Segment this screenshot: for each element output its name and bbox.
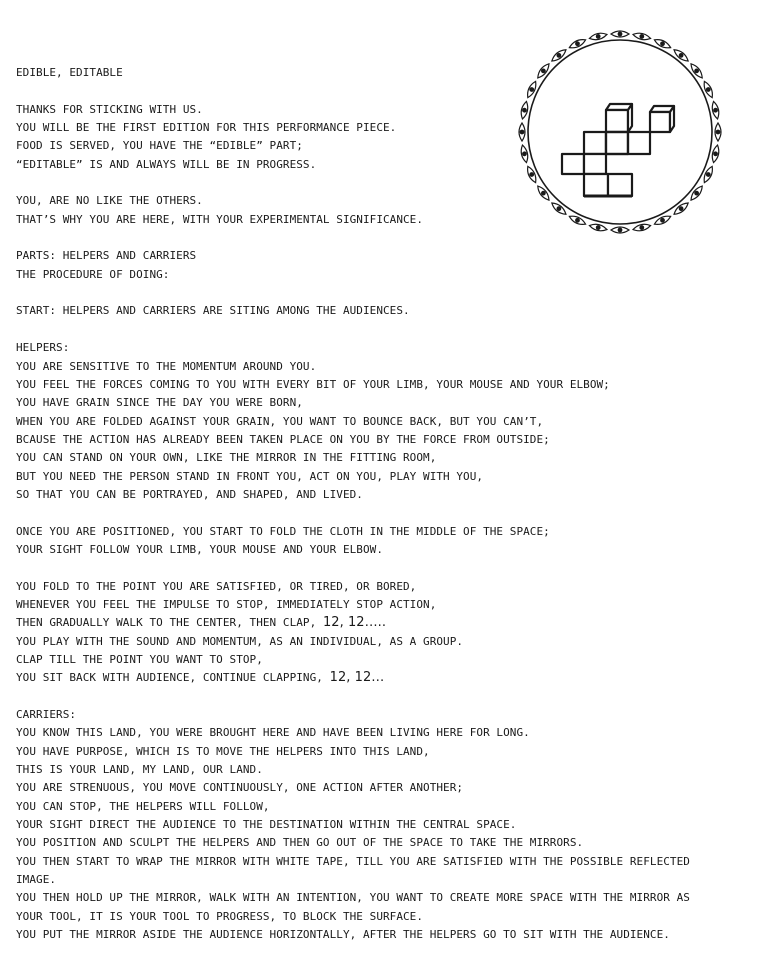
section-heading: CARRIERS: (16, 708, 77, 722)
text-line: WHENEVER YOU FEEL THE IMPULSE TO STOP, IMMEDIATELY STOP ACTION, (16, 597, 437, 611)
clap-count: 12, 12… (329, 670, 385, 686)
text-line: ONCE YOU ARE POSITIONED, YOU START TO FOLD THE CLOTH IN THE MIDDLE OF THE SPACE; (16, 524, 550, 538)
text-line: YOUR SIGHT DIRECT THE AUDIENCE TO THE DESTINATION WITHIN THE CENTRAL SPACE. (16, 818, 517, 832)
eye-icon (589, 223, 608, 233)
eye-icon (702, 165, 715, 184)
text-line: YOU CAN STOP, THE HELPERS WILL FOLLOW, (16, 799, 270, 813)
text-line: FOOD IS SERVED, YOU HAVE THE “EDIBLE” PART; (16, 139, 303, 153)
eye-icon (689, 184, 705, 202)
eye-icon (520, 101, 530, 120)
eye-icon (611, 227, 629, 233)
eye-ring-folded-cubes-icon (510, 22, 730, 244)
text-line: YOU PUT THE MIRROR ASIDE THE AUDIENCE HORIZONTALLY, AFTER THE HELPERS GO TO SIT WITH THE AUDIENCE. (16, 928, 670, 942)
eye-icon (632, 223, 651, 233)
eye-icon (550, 47, 568, 63)
text-line: BUT YOU NEED THE PERSON STAND IN FRONT YOU, ACT ON YOU, PLAY WITH YOU, (16, 469, 484, 483)
text-line: YOU KNOW THIS LAND, YOU WERE BROUGHT HERE AND HAVE BEEN LIVING HERE FOR LONG. (16, 726, 530, 740)
eye-icon (711, 101, 721, 120)
text-line: THANKS FOR STICKING WITH US. (16, 102, 203, 116)
eye-icon (653, 37, 672, 50)
text-line: THAT’S WHY YOU ARE HERE, WITH YOUR EXPERIMENTAL SIGNIFICANCE. (16, 212, 424, 226)
section-heading: HELPERS: (16, 341, 70, 355)
text-line: BCAUSE THE ACTION HAS ALREADY BEEN TAKEN PLACE ON YOU BY THE FORCE FROM OUTSIDE; (16, 432, 550, 446)
text-line: YOU ARE SENSITIVE TO THE MOMENTUM AROUND YOU. (16, 359, 317, 373)
text-line: “EDITABLE” IS AND ALWAYS WILL BE IN PROGRESS. (16, 157, 317, 171)
text-line: YOU POSITION AND SCULPT THE HELPERS AND THEN GO OUT OF THE SPACE TO TAKE THE MIRRORS. (16, 836, 584, 850)
eye-icon (525, 80, 538, 99)
text-line: YOU THEN START TO WRAP THE MIRROR WITH WHITE TAPE, TILL YOU ARE SATISFIED WITH THE POSSIBLE REFLECTED (16, 854, 690, 868)
eye-icon (711, 144, 721, 163)
eye-icon (689, 62, 705, 80)
eye-icon (535, 184, 551, 202)
eye-icon (519, 123, 525, 141)
text-line: SO THAT YOU CAN BE PORTRAYED, AND SHAPED, AND LIVED. (16, 487, 363, 501)
eye-icon (672, 47, 690, 63)
eye-icon (535, 62, 551, 80)
text-line: YOU FEEL THE FORCES COMING TO YOU WITH EVERY BIT OF YOUR LIMB, YOUR MOUSE AND YOUR ELBOW; (16, 377, 610, 391)
text-line: PARTS: HELPERS AND CARRIERS (16, 249, 197, 263)
eye-icon (672, 201, 690, 217)
text-line (16, 614, 736, 632)
helpers-section (16, 339, 736, 688)
text-line (16, 669, 736, 687)
page-title: EDIBLE, EDITABLE (16, 66, 123, 79)
eye-icon (550, 201, 568, 217)
eye-icon (589, 32, 608, 42)
text-line: CLAP TILL THE POINT YOU WANT TO STOP, (16, 653, 263, 666)
text-line: YOU FOLD TO THE POINT YOU ARE SATISFIED, OR TIRED, OR BORED, (16, 579, 417, 593)
parts-block (16, 247, 736, 284)
eye-icon (611, 31, 629, 37)
folded-cubes (562, 104, 674, 196)
text-line: YOU WILL BE THE FIRST EDITION FOR THIS PERFORMANCE PIECE. (16, 121, 397, 135)
eye-icon (715, 123, 721, 141)
text-line: THE PROCEDURE OF DOING: (16, 267, 170, 281)
carriers-section (16, 706, 736, 944)
eye-icon (568, 214, 587, 227)
eye-icon (525, 165, 538, 184)
clap-count: 12, 12….. (322, 615, 387, 631)
text-line: YOU HAVE GRAIN SINCE THE DAY YOU WERE BORN, (16, 396, 303, 410)
eye-icon (568, 37, 587, 50)
eye-icon (702, 80, 715, 99)
text-line: IMAGE. (16, 873, 57, 887)
line-text: THEN GRADUALLY WALK TO THE CENTER, THEN CLAP, (16, 616, 323, 630)
text-line: YOU HAVE PURPOSE, WHICH IS TO MOVE THE HELPERS INTO THIS LAND, (16, 744, 430, 758)
text-line: YOU ARE STRENUOUS, YOU MOVE CONTINUOUSLY, ONE ACTION AFTER ANOTHER; (16, 781, 464, 795)
eye-icon (520, 144, 530, 163)
text-line: WHEN YOU ARE FOLDED AGAINST YOUR GRAIN, YOU WANT TO BOUNCE BACK, BUT YOU CAN’T, (16, 414, 544, 428)
eye-icon (653, 214, 672, 227)
text-line: YOU, ARE NO LIKE THE OTHERS. (16, 194, 203, 208)
text-line: YOU PLAY WITH THE SOUND AND MOMENTUM, AS AN INDIVIDUAL, AS A GROUP. (16, 634, 464, 648)
start-line: START: HELPERS AND CARRIERS ARE SITING AMONG THE AUDIENCES. (16, 304, 410, 318)
line-text: YOU SIT BACK WITH AUDIENCE, CONTINUE CLAPPING, (16, 671, 330, 685)
text-line: YOU THEN HOLD UP THE MIRROR, WALK WITH AN INTENTION, YOU WANT TO CREATE MORE SPACE WITH THE MIRROR AS (16, 891, 690, 905)
eye-icon (632, 32, 651, 42)
text-line: YOUR TOOL, IT IS YOUR TOOL TO PROGRESS, TO BLOCK THE SURFACE. (16, 909, 424, 923)
text-line: YOUR SIGHT FOLLOW YOUR LIMB, YOUR MOUSE AND YOUR ELBOW. (16, 542, 383, 556)
text-line: THIS IS YOUR LAND, MY LAND, OUR LAND. (16, 763, 263, 777)
text-line: YOU CAN STAND ON YOUR OWN, LIKE THE MIRROR IN THE FITTING ROOM, (16, 451, 437, 465)
